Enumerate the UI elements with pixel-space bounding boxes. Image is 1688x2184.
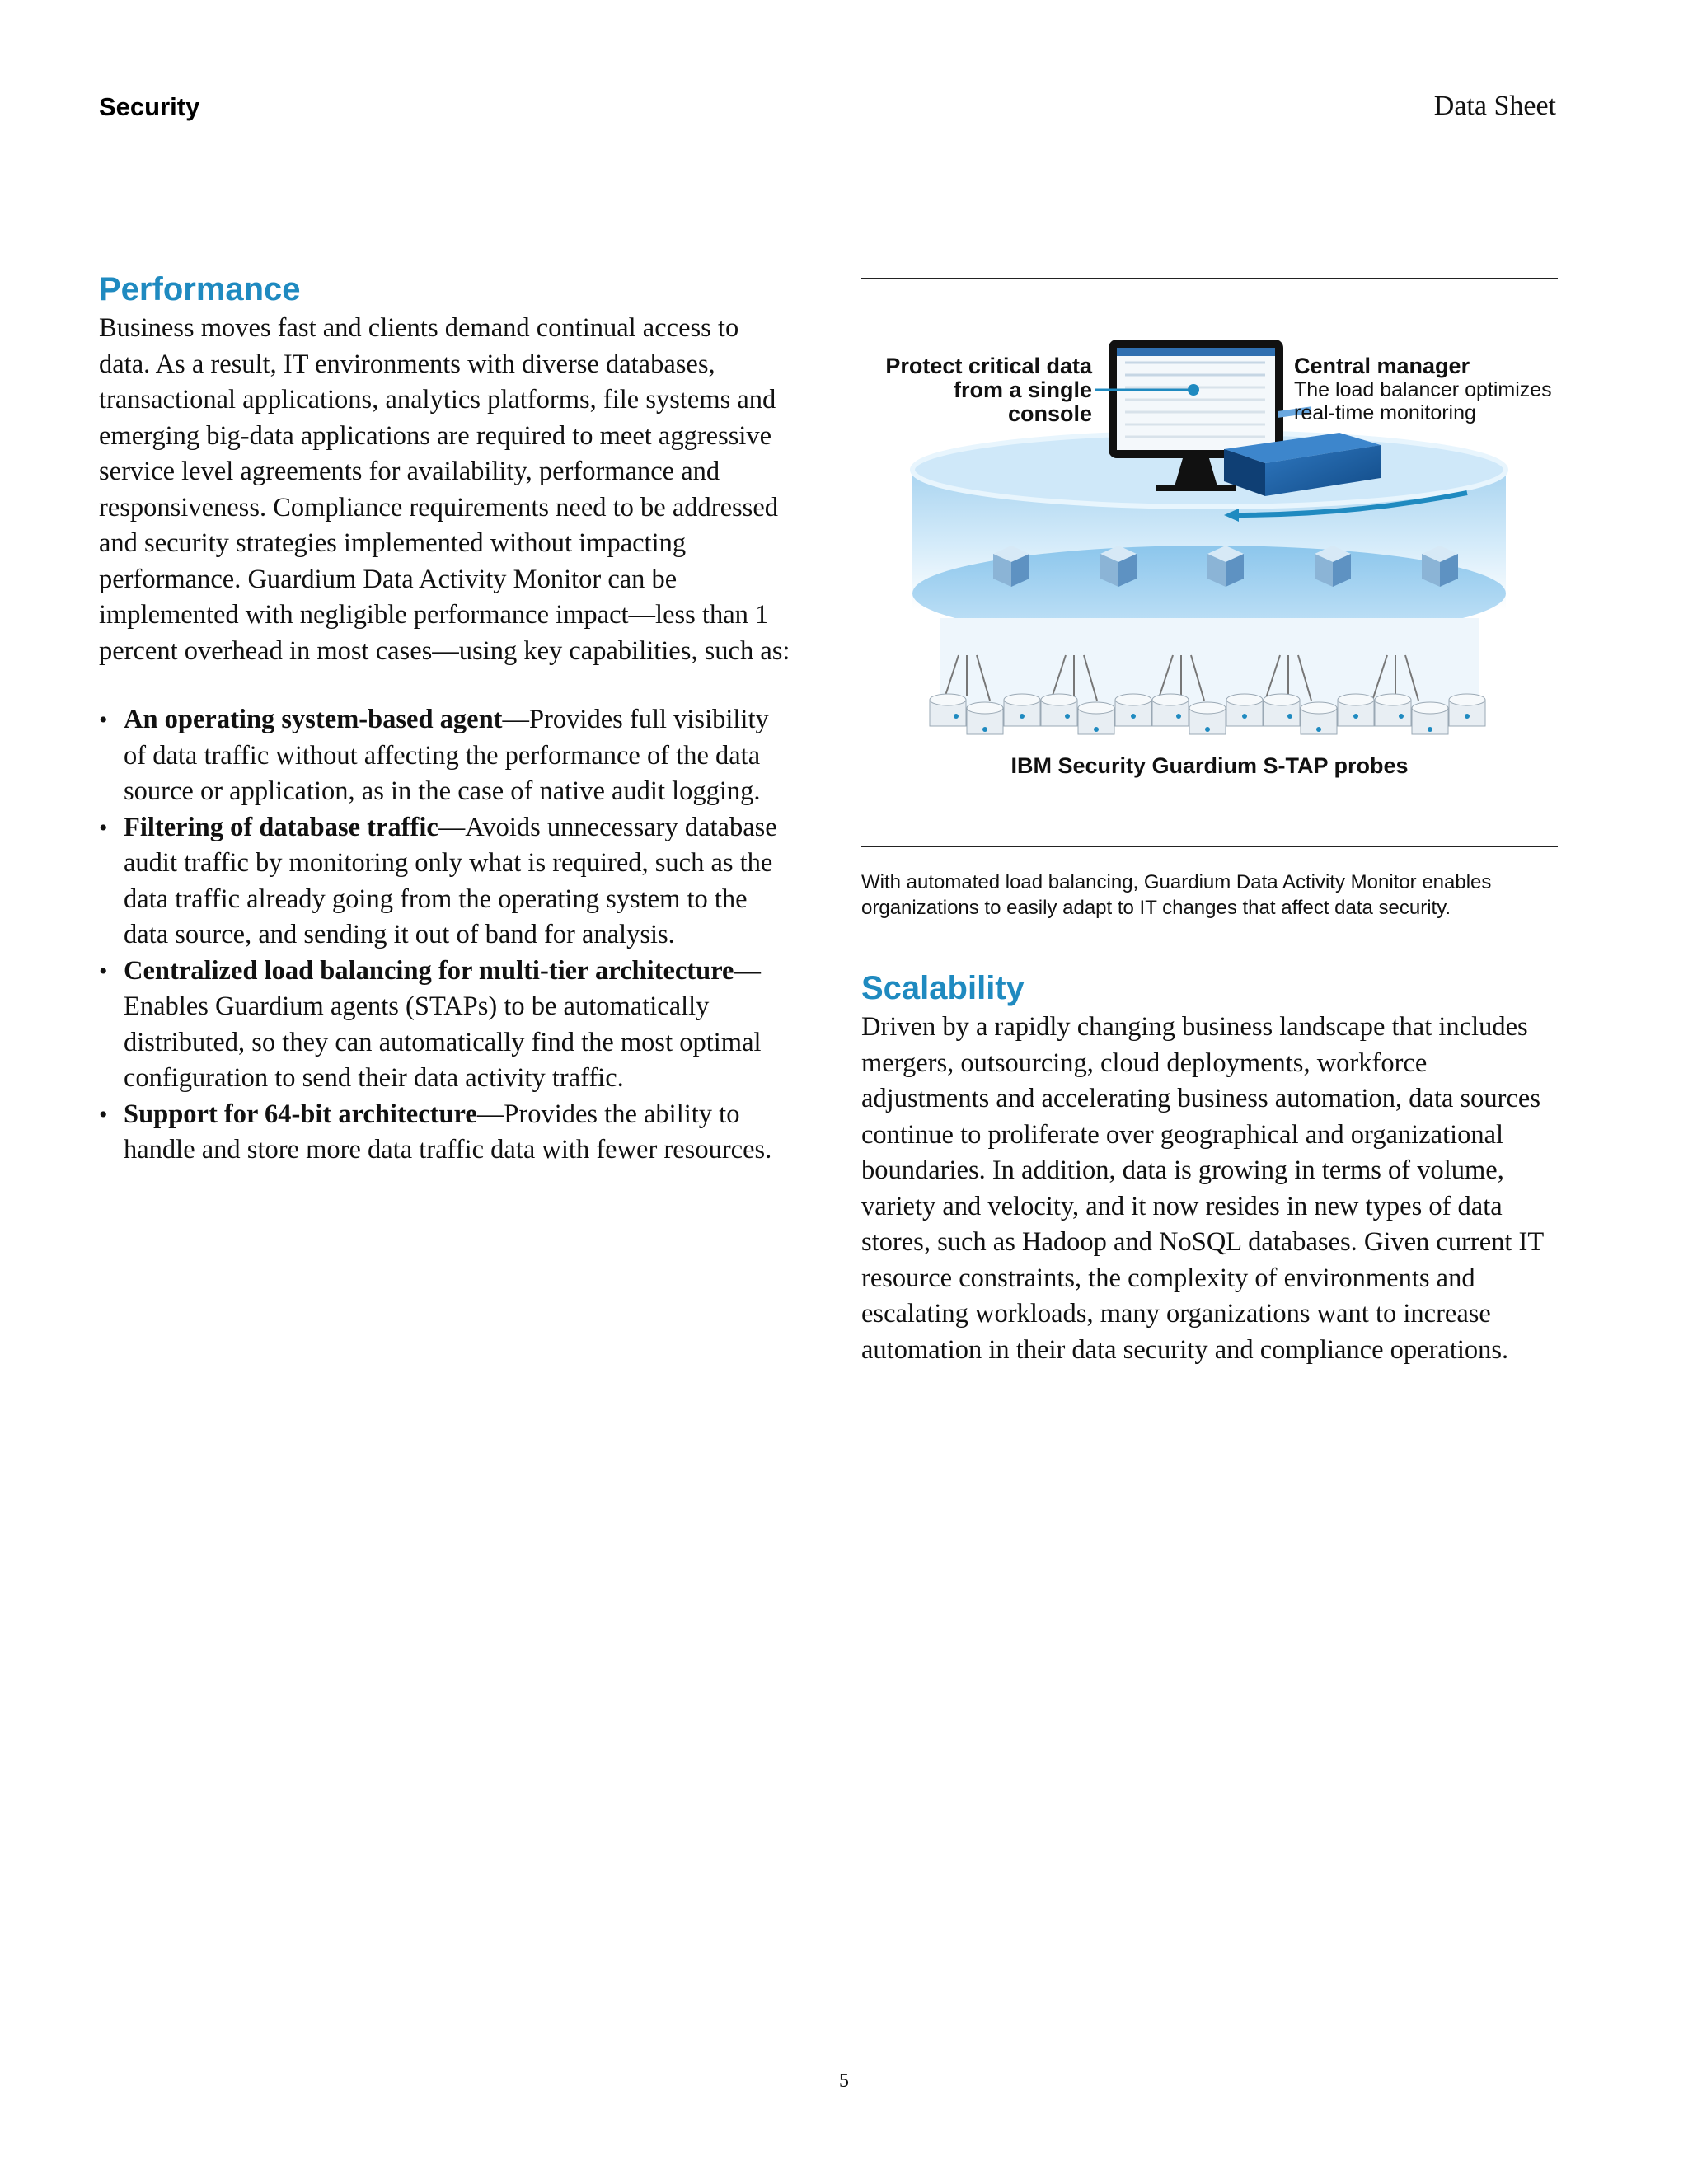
protect-label-line-3: console xyxy=(1007,401,1092,426)
manager-callout-label xyxy=(1294,354,1558,424)
right-column xyxy=(861,967,1558,1368)
performance-heading: Performance xyxy=(99,271,301,307)
scalability-heading: Scalability xyxy=(861,970,1025,1006)
left-column xyxy=(99,268,791,1169)
header-doc-type: Data Sheet xyxy=(1433,91,1556,121)
bullet-text: —Provides full visibility of data traffic without affecting the performance of the data source or application, as in the case of native audit logging. xyxy=(124,705,769,806)
bullet-text: —Provides the ability to handle and store more data traffic data with fewer resources. xyxy=(124,1099,772,1165)
protect-callout-label xyxy=(865,354,1092,426)
bullet-text: —Avoids unnecessary database audit traffic by monitoring only what is required, such as the data traffic already going from the operating system to the data source, and sending it out of band for analysis. xyxy=(124,812,777,949)
manager-desc-line-1: The load balancer optimizes xyxy=(1294,378,1552,401)
callout-dot xyxy=(1188,384,1199,396)
manager-title: Central manager xyxy=(1294,354,1470,378)
probes-label xyxy=(861,754,1558,778)
list-item xyxy=(99,810,791,954)
page-number: 5 xyxy=(839,2070,849,2092)
header-section-label: Security xyxy=(99,92,200,121)
list-item xyxy=(99,702,791,810)
probes-label-text: IBM Security Guardium S-TAP probes xyxy=(1010,753,1409,778)
figure-top-rule xyxy=(861,278,1558,279)
figure-bottom-rule xyxy=(861,846,1558,847)
list-item xyxy=(99,1097,791,1169)
bullet-lead: Support for 64-bit architecture xyxy=(124,1099,477,1129)
bullet-text: Enables Guardium agents (STAPs) to be automatically distributed, so they can automatically find the most optimal configuration to send their data activity traffic. xyxy=(124,991,762,1093)
performance-bullet-list xyxy=(99,702,791,1169)
performance-paragraph: Business moves fast and clients demand continual access to data. As a result, IT environments with diverse databases, transactional applications, analytics platforms, file systems and emerging big-data applications are required to meet aggressive service level agreements for availability, performance and responsiveness. Compliance requirements need to be addressed and security strategies implemented without impacting performance. Guardium Data Activity Monitor can be implemented with negligible performance impact—less than 1 percent overhead in most cases—using key capabilities, such as: xyxy=(99,313,790,666)
manager-desc-line-2: real-time monitoring xyxy=(1294,401,1476,424)
bullet-lead: An operating system-based agent xyxy=(124,705,503,734)
scalability-paragraph: Driven by a rapidly changing business landscape that includes mergers, outsourcing, cloud deployments, workforce adjustments and accelerating business automation, data sources continue to proliferate over geographical and organizational boundaries. In addition, data is growing in terms of volume, variety and velocity, and it now resides in new types of data stores, such as Hadoop and NoSQL databases. Given current IT resource constraints, the complexity of environments and escalating workloads, many organizations want to increase automation in their data security and compliance operations. xyxy=(861,1012,1544,1365)
protect-label-line-2: from a single xyxy=(953,377,1092,402)
load-balancing-figure xyxy=(861,280,1558,841)
bullet-lead: Filtering of database traffic xyxy=(124,812,438,842)
protect-label-line-1: Protect critical data xyxy=(885,354,1092,378)
bullet-lead: Centralized load balancing for multi-tier architecture— xyxy=(124,955,761,986)
list-item xyxy=(99,954,791,1097)
figure-caption: With automated load balancing, Guardium Data Activity Monitor enables organizations to easily adapt to IT changes that affect data security. xyxy=(861,871,1492,919)
